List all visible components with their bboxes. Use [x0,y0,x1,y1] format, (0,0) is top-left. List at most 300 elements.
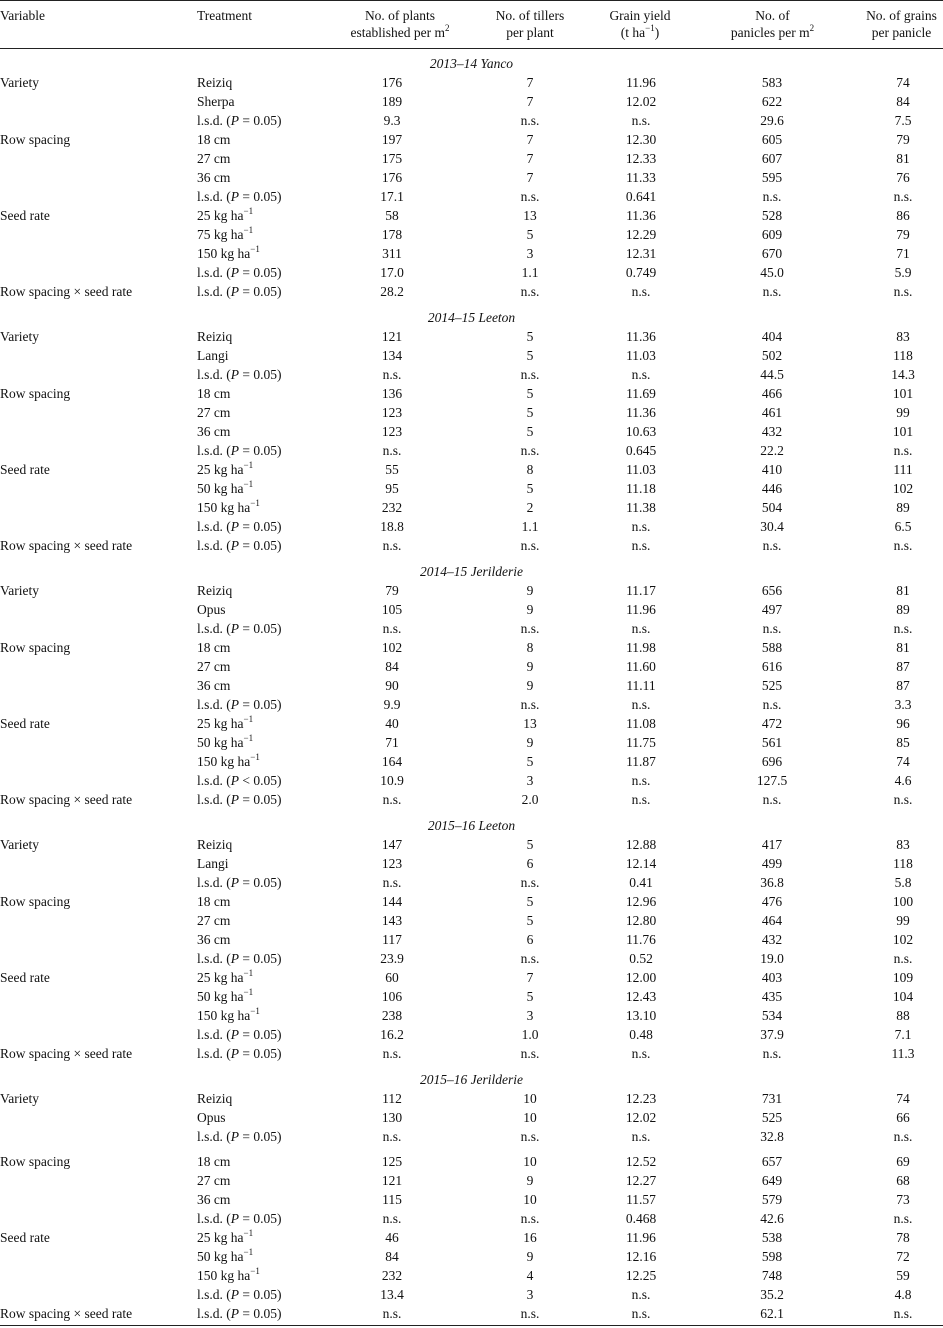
panicles-cell: 461 [761,405,783,420]
grains-cell: 111 [893,462,913,477]
grains-cell: 78 [896,1230,910,1245]
treatment-cell: 25 kg $ha^{-1}$ [197,967,254,985]
tillers-cell: 7 [526,132,534,147]
plants-cell: 28.2 [380,284,404,299]
panicles-cell: 22.2 [760,443,784,458]
yield-cell: n.s. [631,1287,651,1302]
tillers-cell: 9 [526,583,534,598]
grains-cell: n.s. [893,951,913,966]
yield-cell: n.s. [631,697,651,712]
grains-cell: 83 [896,329,910,344]
plants-cell: 136 [381,386,403,401]
grains-cell: 5.8 [894,875,912,890]
yield-cell: n.s. [631,773,651,788]
yield-cell: n.s. [631,1306,651,1321]
tillers-cell: 5 [526,405,534,420]
grains-cell: 5.9 [894,265,912,280]
variable-cell: Row spacing × seed rate [0,538,133,553]
plants-cell: 23.9 [380,951,404,966]
plants-cell: 18.8 [380,519,404,534]
variable-cell: Variety [0,329,39,344]
tillers-cell: 7 [526,170,534,185]
tillers-cell: 1.1 [521,519,539,534]
panicles-cell: n.s. [762,697,782,712]
panicles-cell: n.s. [762,1046,782,1061]
tillers-cell: 7 [526,94,534,109]
plants-cell: 178 [381,227,403,242]
yield-cell: 11.03 [626,348,656,363]
header-variable-text: Variable [0,8,45,23]
panicles-cell: n.s. [762,538,782,553]
treatment-cell: 150 kg $ha^{-1}$ [197,497,260,515]
grains-cell: n.s. [893,1211,913,1226]
grains-cell: n.s. [893,284,913,299]
tillers-cell: n.s. [520,538,540,553]
yield-cell: 11.57 [626,1192,656,1207]
treatment-cell: 36 cm [197,678,231,693]
treatment-cell: l.s.d. (P = 0.05) [197,538,282,553]
panicles-cell: 731 [761,1091,783,1106]
header-treatment [197,7,252,24]
yield-cell: 0.52 [629,951,653,966]
panicles-cell: 622 [761,94,783,109]
treatment-cell: Sherpa [197,94,235,109]
yield-cell: 12.30 [625,132,657,147]
grains-cell: 101 [892,386,914,401]
grains-cell: n.s. [893,443,913,458]
variable-cell: Row spacing × seed rate [0,792,133,807]
plants-cell: n.s. [382,1306,402,1321]
treatment-cell: l.s.d. (P = 0.05) [197,697,282,712]
treatment-cell: l.s.d. (P = 0.05) [197,1046,282,1061]
yield-cell: 12.02 [625,94,657,109]
tillers-cell: n.s. [520,113,540,128]
header-panicles: No. of panicles per $m^2$ [730,8,815,40]
tillers-cell: n.s. [520,189,540,204]
treatment-cell: Reiziq [197,75,233,90]
treatment-cell: 27 cm [197,1173,231,1188]
plants-cell: 130 [381,1110,403,1125]
yield-cell: 0.641 [625,189,657,204]
treatment-cell: Reiziq [197,583,233,598]
plants-cell: 125 [381,1154,403,1169]
treatment-cell: 27 cm [197,405,231,420]
grains-cell: 68 [896,1173,910,1188]
section-title: 2014–15 Leeton [427,310,516,325]
tillers-cell: 8 [526,640,534,655]
tillers-cell: 6 [526,856,534,871]
panicles-cell: 595 [761,170,783,185]
plants-cell: 121 [381,1173,403,1188]
tillers-cell: 9 [526,678,534,693]
panicles-cell: 670 [761,246,783,261]
panicles-cell: 62.1 [760,1306,784,1321]
section-title: 2013–14 Yanco [429,56,514,71]
variable-cell: Row spacing × seed rate [0,284,133,299]
grains-cell: 89 [896,500,910,515]
grains-cell: 72 [896,1249,910,1264]
treatment-cell: l.s.d. (P = 0.05) [197,792,282,807]
plants-cell: 311 [382,246,402,261]
treatment-cell: 150 kg $ha^{-1}$ [197,1265,260,1283]
plants-cell: 10.9 [380,773,404,788]
grains-cell: 99 [896,913,910,928]
panicles-cell: 579 [761,1192,783,1207]
plants-cell: 17.1 [380,189,404,204]
panicles-cell: 417 [761,837,783,852]
treatment-cell: 36 cm [197,1192,231,1207]
panicles-cell: 36.8 [760,875,784,890]
tillers-cell: 5 [526,386,534,401]
plants-cell: n.s. [382,367,402,382]
variable-cell: Variety [0,583,39,598]
grains-cell: 7.1 [894,1027,912,1042]
treatment-cell: 50 kg $ha^{-1}$ [197,478,254,496]
variable-cell: Seed rate [0,970,50,985]
plants-cell: 84 [385,659,399,674]
tillers-cell: 5 [526,329,534,344]
yield-cell: n.s. [631,113,651,128]
grains-cell: 109 [892,970,914,985]
treatment-cell: l.s.d. (P = 0.05) [197,1129,282,1144]
yield-cell: 12.43 [625,989,657,1004]
tillers-cell: 10 [523,1110,537,1125]
tillers-cell: n.s. [520,621,540,636]
tillers-cell: 1.1 [521,265,539,280]
grains-cell: n.s. [893,621,913,636]
tillers-cell: 16 [523,1230,537,1245]
grains-cell: n.s. [893,792,913,807]
panicles-cell: 616 [761,659,783,674]
panicles-cell: 44.5 [760,367,784,382]
variable-cell: Seed rate [0,716,50,731]
tillers-cell: n.s. [520,1306,540,1321]
yield-cell: n.s. [631,367,651,382]
yield-cell: 11.98 [626,640,656,655]
yield-cell: n.s. [631,538,651,553]
treatment-cell: 18 cm [197,640,231,655]
section-title: 2015–16 Jerilderie [419,1072,524,1087]
header-yield-close: ) [654,25,660,40]
yield-cell: 12.31 [625,246,657,261]
panicles-cell: 528 [761,208,783,223]
grains-cell: 87 [896,659,910,674]
variable-cell: Row spacing [0,1154,71,1169]
plants-cell: 238 [381,1008,403,1023]
treatment-cell: l.s.d. (P = 0.05) [197,113,282,128]
plants-cell: n.s. [382,538,402,553]
panicles-cell: 497 [761,602,783,617]
yield-cell: 11.87 [626,754,656,769]
plants-cell: 123 [381,424,403,439]
header-tillers [470,7,590,41]
panicles-cell: 696 [761,754,783,769]
grains-cell: 88 [896,1008,910,1023]
yield-cell: 12.02 [625,1110,657,1125]
grains-cell: 4.8 [894,1287,912,1302]
yield-cell: 12.80 [625,913,657,928]
yield-cell: 0.749 [625,265,657,280]
variable-cell: Seed rate [0,1230,50,1245]
grains-cell: 74 [896,754,910,769]
treatment-cell: l.s.d. (P < 0.05) [197,773,282,788]
treatment-cell: 25 kg $ha^{-1}$ [197,1227,254,1245]
panicles-cell: 446 [761,481,783,496]
treatment-cell: l.s.d. (P = 0.05) [197,265,282,280]
yield-cell: 11.96 [626,602,656,617]
header-plants-line1: No. of plants [364,8,436,23]
yield-cell: n.s. [631,1129,651,1144]
panicles-cell: 657 [761,1154,783,1169]
panicles-cell: 432 [761,424,783,439]
grains-cell: 71 [896,246,910,261]
treatment-cell: Opus [197,602,226,617]
tillers-cell: 4 [526,1268,534,1283]
grains-cell: 7.5 [894,113,912,128]
plants-cell: n.s. [382,1046,402,1061]
panicles-cell: 472 [761,716,783,731]
yield-cell: 11.60 [626,659,656,674]
treatment-cell: Opus [197,1110,226,1125]
grains-cell: 100 [892,894,914,909]
panicles-cell: 30.4 [760,519,784,534]
panicles-cell: 598 [761,1249,783,1264]
tillers-cell: 3 [526,1287,534,1302]
panicles-cell: 32.8 [760,1129,784,1144]
tillers-cell: 3 [526,1008,534,1023]
yield-cell: 11.36 [626,329,656,344]
grains-cell: 66 [896,1110,910,1125]
plants-cell: n.s. [382,875,402,890]
panicles-cell: 403 [761,970,783,985]
tillers-cell: 9 [526,659,534,674]
yield-cell: 0.41 [629,875,653,890]
yield-cell: 11.69 [626,386,656,401]
yield-cell: 12.27 [625,1173,657,1188]
panicles-cell: 404 [761,329,783,344]
treatment-cell: 36 cm [197,932,231,947]
panicles-cell: 525 [761,678,783,693]
yield-cell: 12.33 [625,151,657,166]
yield-cell: 11.08 [626,716,656,731]
treatment-cell: 18 cm [197,894,231,909]
yield-cell: 0.645 [625,443,657,458]
plants-cell: 79 [385,583,399,598]
grains-cell: 101 [892,424,914,439]
variable-cell: Row spacing [0,132,71,147]
treatment-cell: l.s.d. (P = 0.05) [197,189,282,204]
yield-cell: 11.03 [626,462,656,477]
header-yield-unit: (t ha [620,25,646,40]
variable-cell: Row spacing × seed rate [0,1046,133,1061]
panicles-cell: 502 [761,348,783,363]
tillers-cell: 3 [526,773,534,788]
treatment-cell: l.s.d. (P = 0.05) [197,519,282,534]
grains-cell: n.s. [893,1306,913,1321]
plants-cell: 84 [385,1249,399,1264]
grains-cell: 96 [896,716,910,731]
tillers-cell: n.s. [520,284,540,299]
tillers-cell: 9 [526,1173,534,1188]
plants-cell: 58 [385,208,399,223]
tillers-cell: 5 [526,424,534,439]
tillers-cell: 2.0 [521,792,539,807]
tillers-cell: 10 [523,1091,537,1106]
yield-cell: n.s. [631,621,651,636]
header-grains [845,7,943,41]
panicles-cell: 583 [761,75,783,90]
grains-cell: 81 [896,640,910,655]
panicles-cell: 609 [761,227,783,242]
tillers-cell: n.s. [520,875,540,890]
grains-cell: 102 [892,932,914,947]
plants-cell: 175 [381,151,403,166]
panicles-cell: 504 [761,500,783,515]
treatment-cell: Reiziq [197,1091,233,1106]
tillers-cell: n.s. [520,697,540,712]
treatment-cell: 50 kg $ha^{-1}$ [197,986,254,1004]
grains-cell: 102 [892,481,914,496]
yield-cell: 12.88 [625,837,657,852]
panicles-cell: 588 [761,640,783,655]
grains-cell: 87 [896,678,910,693]
plants-cell: 9.3 [383,113,401,128]
yield-cell: n.s. [631,792,651,807]
plants-cell: 117 [382,932,402,947]
panicles-cell: n.s. [762,792,782,807]
grains-cell: n.s. [893,189,913,204]
plants-cell: 176 [381,170,403,185]
grains-cell: 74 [896,1091,910,1106]
grains-cell: 83 [896,837,910,852]
header-grains-line1: No. of grains [866,8,937,23]
section-title: 2014–15 Jerilderie [419,564,524,579]
yield-cell: 12.14 [625,856,657,871]
plants-cell: n.s. [382,1129,402,1144]
plants-cell: 123 [381,856,403,871]
panicles-cell: 476 [761,894,783,909]
treatment-cell: l.s.d. (P = 0.05) [197,1211,282,1226]
tillers-cell: 7 [526,151,534,166]
tillers-cell: 1.0 [521,1027,539,1042]
plants-cell: 123 [381,405,403,420]
yield-cell: n.s. [631,1046,651,1061]
tillers-cell: n.s. [520,1046,540,1061]
plants-cell: n.s. [382,621,402,636]
plants-cell: 9.9 [383,697,401,712]
grains-cell: 14.3 [891,367,915,382]
plants-cell: 40 [385,716,399,731]
variable-cell: Seed rate [0,208,50,223]
grains-cell: 99 [896,405,910,420]
panicles-cell: 35.2 [760,1287,784,1302]
grains-cell: 59 [896,1268,910,1283]
grains-cell: 118 [893,856,913,871]
grains-cell: 4.6 [894,773,912,788]
treatment-cell: 25 kg $ha^{-1}$ [197,459,254,477]
panicles-cell: 525 [761,1110,783,1125]
plants-cell: 46 [385,1230,399,1245]
treatment-cell: l.s.d. (P = 0.05) [197,284,282,299]
plants-cell: 55 [385,462,399,477]
grains-cell: 84 [896,94,910,109]
treatment-cell: l.s.d. (P = 0.05) [197,1287,282,1302]
tillers-cell: 5 [526,481,534,496]
plants-cell: n.s. [382,792,402,807]
tillers-cell: 5 [526,348,534,363]
treatment-cell: Langi [197,856,229,871]
panicles-cell: 538 [761,1230,783,1245]
header-variable [0,7,45,24]
plants-cell: 60 [385,970,399,985]
grains-cell: 11.3 [891,1046,915,1061]
plants-cell: 121 [381,329,403,344]
variable-cell: Seed rate [0,462,50,477]
grains-cell: n.s. [893,1129,913,1144]
panicles-cell: 45.0 [760,265,784,280]
tillers-cell: 6 [526,932,534,947]
treatment-cell: 18 cm [197,386,231,401]
variable-cell: Row spacing [0,386,71,401]
yield-cell: 11.96 [626,75,656,90]
treatment-cell: 25 kg $ha^{-1}$ [197,713,254,731]
yield-cell: 11.38 [626,500,656,515]
grains-cell: 89 [896,602,910,617]
treatment-cell: 18 cm [197,1154,231,1169]
variable-cell: Variety [0,1091,39,1106]
header-panicles-line1: No. of [755,8,790,23]
plants-cell: 147 [381,837,403,852]
panicles-cell: 19.0 [760,951,784,966]
plants-cell: n.s. [382,1211,402,1226]
plants-cell: 232 [381,1268,403,1283]
grains-cell: 85 [896,735,910,750]
panicles-cell: 499 [761,856,783,871]
tillers-cell: 7 [526,970,534,985]
panicles-cell: n.s. [762,284,782,299]
plants-cell: 95 [385,481,399,496]
yield-cell: 11.11 [626,678,656,693]
tillers-cell: 13 [523,208,537,223]
panicles-cell: 29.6 [760,113,784,128]
treatment-cell: 50 kg $ha^{-1}$ [197,732,254,750]
header-rule [0,48,943,49]
panicles-cell: n.s. [762,621,782,636]
grains-cell: 73 [896,1192,910,1207]
grains-cell: 81 [896,583,910,598]
treatment-cell: l.s.d. (P = 0.05) [197,443,282,458]
treatment-cell: l.s.d. (P = 0.05) [197,875,282,890]
yield-cell: 11.75 [626,735,656,750]
panicles-cell: 656 [761,583,783,598]
treatment-cell: 75 kg $ha^{-1}$ [197,224,254,242]
panicles-cell: 410 [761,462,783,477]
tillers-cell: n.s. [520,367,540,382]
tillers-cell: 8 [526,462,534,477]
tillers-cell: 7 [526,75,534,90]
panicles-cell: n.s. [762,189,782,204]
tillers-cell: 2 [526,500,534,515]
bottom-rule [0,1325,943,1326]
treatment-cell: 18 cm [197,132,231,147]
tillers-cell: 13 [523,716,537,731]
tillers-cell: 9 [526,1249,534,1264]
tillers-cell: 5 [526,837,534,852]
tillers-cell: 5 [526,754,534,769]
yield-cell: 11.36 [626,405,656,420]
plants-cell: 17.0 [380,265,404,280]
tillers-cell: 10 [523,1154,537,1169]
